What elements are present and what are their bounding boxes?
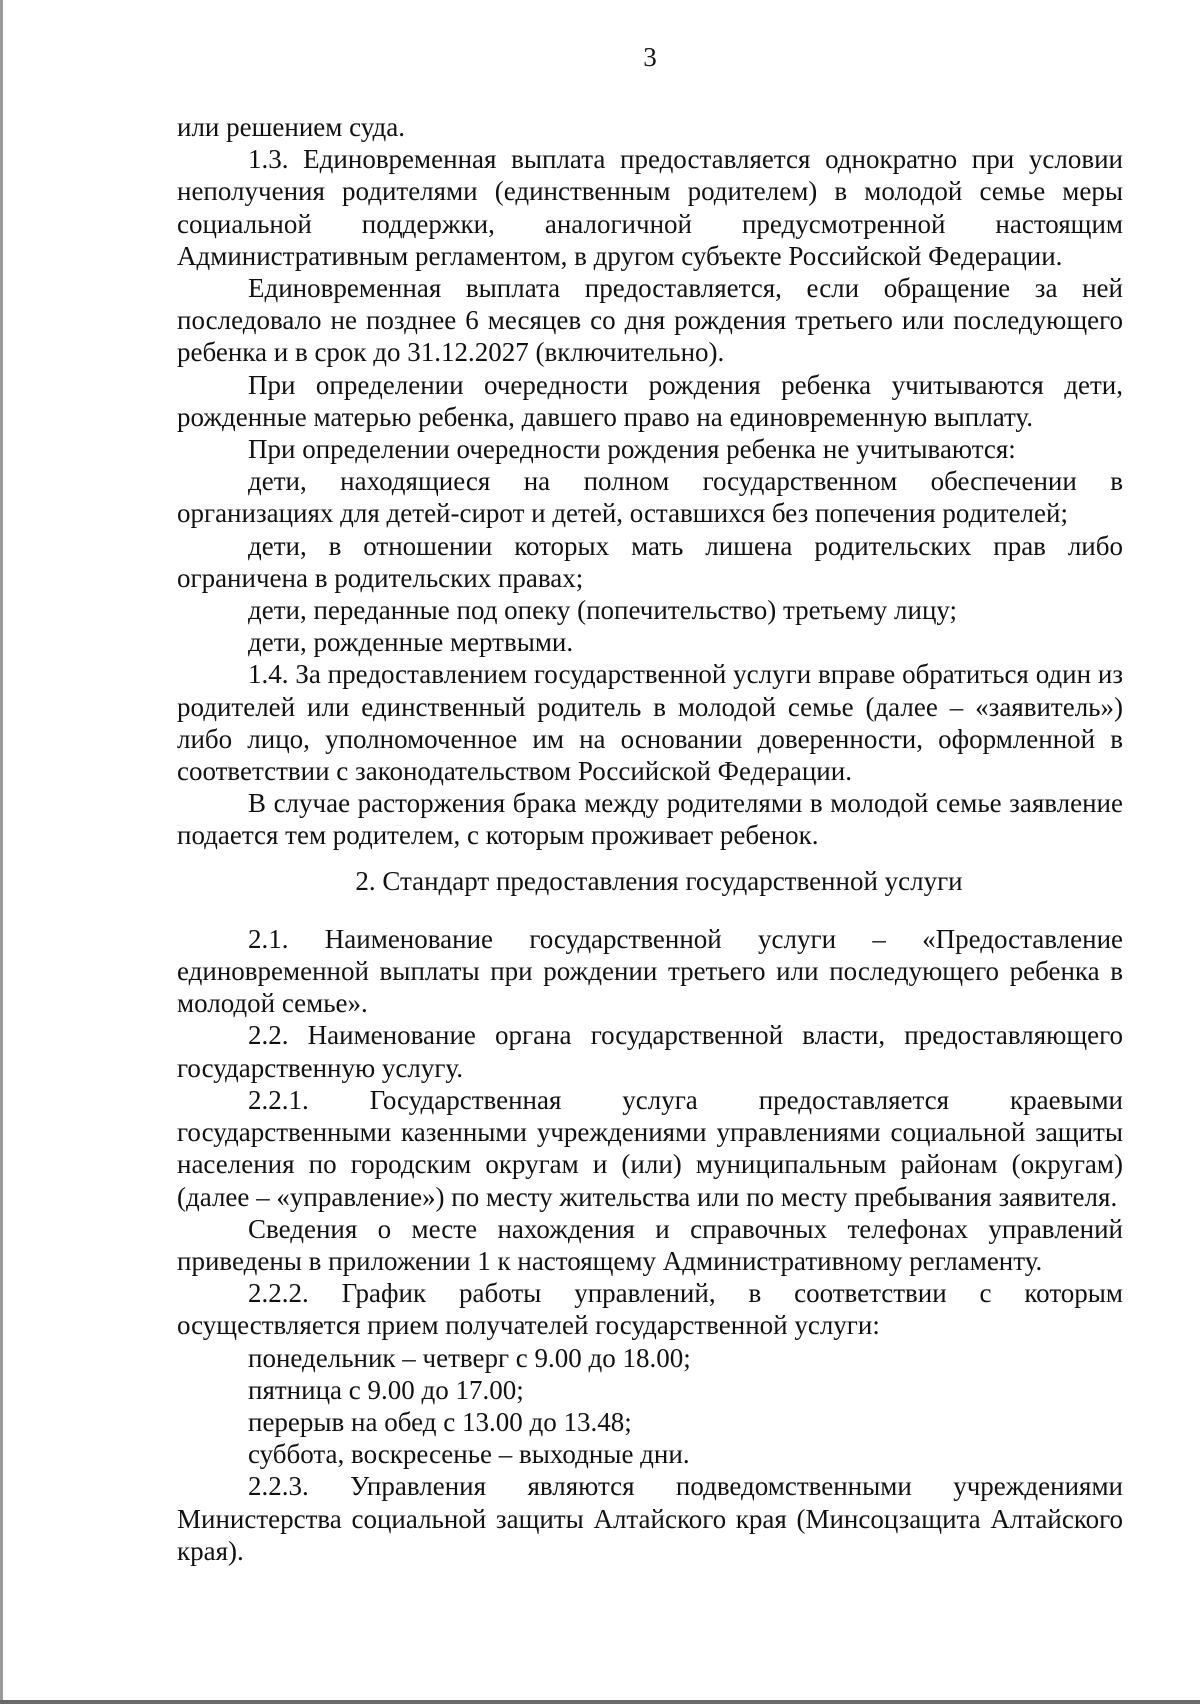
paragraph-1-3: 1.3. Единовременная выплата предоставляется однократно при условии неполучения родителями (единственным родителем) в молодой семье меры социальной поддержки, аналогичной предусмотренной настоящим Административным регламентом, в другом субъекте Российской Федерации. [177, 144, 1123, 271]
list-item-state-care: дети, находящиеся на полном государственном обеспечении в организациях для детей-сирот и детей, оставшихся без попечения родителей; [177, 466, 1123, 529]
paragraph-payment-term: Единовременная выплата предоставляется, если обращение за ней последовало не позднее 6 месяцев со дня рождения третьего или последующего ребенка и в срок до 31.12.2027 (включительно). [177, 273, 1123, 368]
schedule-friday: пятница с 9.00 до 17.00; [248, 1374, 524, 1405]
paragraph-2-2: 2.2. Наименование органа государственной власти, предоставляющего государственную услугу. [177, 1020, 1123, 1083]
schedule-lunch: перерыв на обед с 13.00 до 13.48; [248, 1406, 632, 1437]
page-number: 3 [643, 42, 657, 72]
paragraph-contacts: Сведения о месте нахождения и справочных телефонах управлений приведены в приложении 1 к настоящему Административному регламенту. [177, 1213, 1123, 1276]
scan-edge-left [0, 0, 3, 1704]
schedule-weekend: суббота, воскресенье – выходные дни. [248, 1439, 690, 1470]
paragraph-1-4: 1.4. За предоставлением государственной услуги вправе обратиться один из родителей или единственный родитель в молодой семье (далее – «заявитель») либо лицо, уполномоченное им на основании доверенности, оформленной в соответствии с законодательством Российской Федерации. [177, 659, 1123, 787]
schedule-mon-thu: понедельник – четверг с 9.00 до 18.00; [248, 1342, 691, 1373]
paragraph-birth-order-counted: При определении очередности рождения ребенка учитываются дети, рожденные матерью ребенка, давшего право на единовременную выплату. [177, 369, 1123, 432]
list-item-parental-rights: дети, в отношении которых мать лишена родительских прав либо ограничена в родительских правах; [177, 530, 1123, 593]
paragraph-birth-order-not-counted: При определении очередности рождения ребенка не учитываются: [248, 434, 1016, 465]
list-item-stillborn: дети, рожденные мертвыми. [248, 627, 574, 658]
paragraph-2-1: 2.1. Наименование государственной услуги – «Предоставление единовременной выплаты при рождении третьего или последующего ребенка в молодой семье». [177, 923, 1123, 1019]
list-item-guardianship: дети, переданные под опеку (попечительство) третьему лицу; [248, 595, 958, 626]
section-heading-2: 2. Стандарт предоставления государственной услуги [355, 865, 963, 896]
paragraph-2-2-1: 2.2.1. Государственная услуга предоставляется краевыми государственными казенными учреждениями управлениями социальной защиты населения по городским округам и (или) муниципальным районам (округам) (далее – «управление») по месту жительства или по месту пребывания заявителя. [177, 1084, 1123, 1212]
document-body [177, 111, 1123, 1567]
paragraph-2-2-3: 2.2.3. Управления являются подведомственными учреждениями Министерства социальной защиты Алтайского края (Минсоцзащита Алтайского края). [177, 1471, 1123, 1566]
paragraph-divorce: В случае расторжения брака между родителями в молодой семье заявление подается тем родителем, с которым проживает ребенок. [177, 788, 1123, 851]
paragraph-2-2-2: 2.2.2. График работы управлений, в соответствии с которым осуществляется прием получателей государственной услуги: [177, 1278, 1123, 1341]
paragraph-continuation: или решением суда. [177, 112, 405, 142]
scan-edge-bottom [0, 1700, 1200, 1704]
